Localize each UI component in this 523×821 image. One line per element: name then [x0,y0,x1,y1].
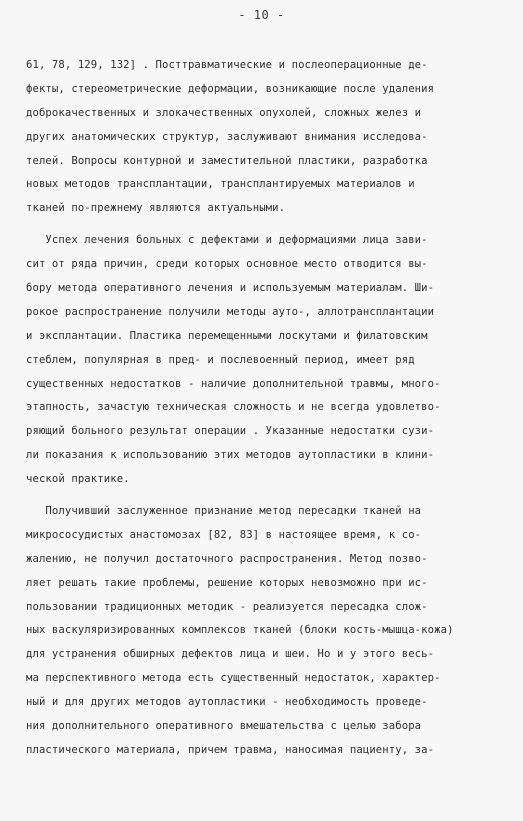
text-line: пластического материала, причем травма, наносимая пациенту, за- [26,743,435,756]
text-line: рокое распространение получили методы ауто-, аллотрансплантации [26,305,435,318]
text-line: пользовании традиционных методик - реализуется пересадка слож- [26,600,428,613]
text-line: этапность, зачастую техническая сложность и не всегда удовлетво- [26,401,441,414]
text-line: ряющий больного результат операции . Указанные недостатки сузи- [26,425,435,438]
text-line: телей. Вопросы контурной и заместительной пластики, разработка [26,154,428,167]
text-line: ляет решать такие проблемы, решение которых невозможно при ис- [26,576,428,589]
text-line: для устранения обширных дефектов лица и шеи. Но и у этого весь- [26,648,435,661]
text-line: ма перспективного метода есть существенный недостаток, характер- [26,672,441,685]
text-line: ния дополнительного оперативного вмешательства с целью забора [26,720,422,733]
text-line: Получивший заслуженное признание метод пересадки тканей на [26,505,422,518]
text-line: стеблем, популярная в пред- и послевоенный период, имеет ряд [26,353,415,366]
text-line: фекты, стереометрические деформации, возникающие после удаления [26,82,435,95]
paragraph [26,229,506,492]
paragraph-gap [26,221,506,229]
text-line: ли показания к использованию этих методов аутопластики в клини- [26,449,435,462]
text-line: и эксплантации. Пластика перемещенными лоскутами и филатовским [26,329,428,342]
paragraph-gap [26,492,506,500]
text-line: других анатомических структур, заслуживают внимания исследова- [26,130,428,143]
text-line: тканей по-прежнему являются актуальными. [26,202,286,215]
text-line: ный и для других методов аутопластики - необходимость проведе- [26,696,428,709]
text-line: доброкачественных и злокачественных опухолей, сложных желез и [26,106,422,119]
text-line: ческой практике. [26,473,130,486]
text-line: 61, 78, 129, 132] . Посттравматические и послеоперационные де- [26,59,428,71]
text-line: ных васкуляризированных комплексов тканей (блоки кость-мышца-кожа) [26,624,454,637]
body-text [26,54,506,763]
text-line: микрососудистых анастомозах [82, 83] в настоящее время, к со- [26,528,422,541]
paragraph [26,54,506,221]
text-line: существенных недостатков - наличие дополнительной травмы, много- [26,377,441,390]
page-number: - 10 - [238,8,285,22]
paragraph [26,500,506,763]
text-line: новых методов трансплантации, трансплантируемых материалов и [26,178,415,191]
text-line: Успех лечения больных с дефектами и деформациями лица зави- [26,234,428,247]
text-line: сит от ряда причин, среди которых основное место отводится вы- [26,258,428,271]
text-line: жалению, не получил достаточного распространения. Метод позво- [26,552,428,565]
text-line: бору метода оперативного лечения и используемым материалам. Ши- [26,282,435,295]
